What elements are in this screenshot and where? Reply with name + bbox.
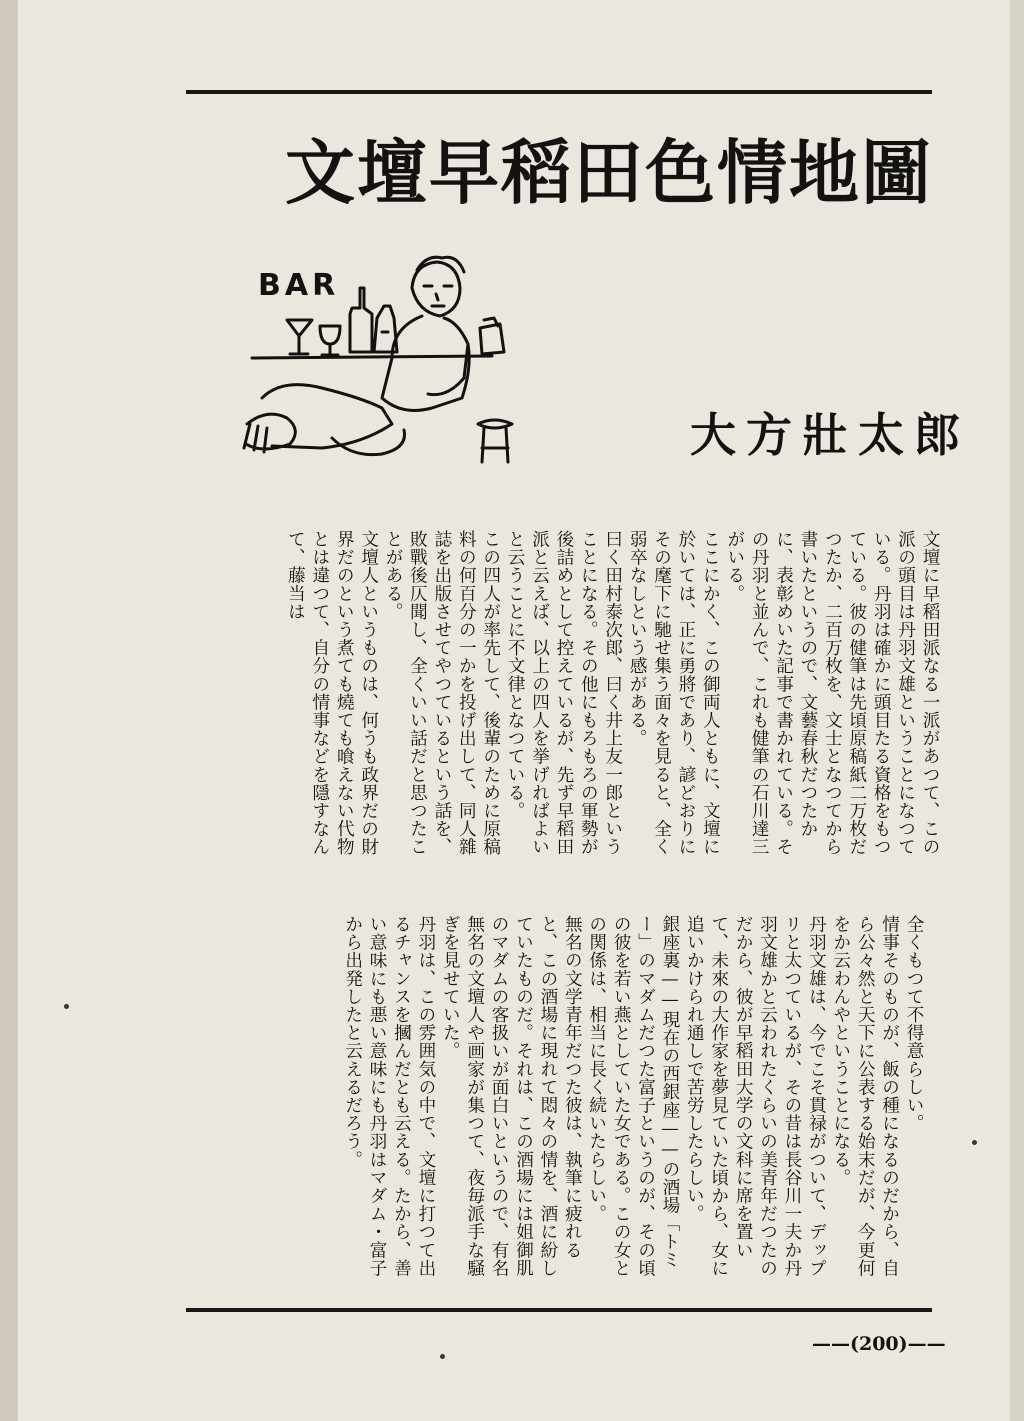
page-edge-left — [0, 0, 18, 1421]
paragraph: 無名の文学青年だつた彼は、執筆に疲れると、この酒場に現れて悶々の情を、酒に紛していたものだ。それは、この酒場には姐御肌のマダムの客扱いが面白いというので、有名無名の文壇人や画家が集つて、夜毎派手な騒ぎを見せていた。 — [440, 915, 583, 1277]
paragraph: 銀座裏——現在の西銀座——の酒場「トミー」のマダムだつた富子というのが、その頃の彼を若い燕としていた女である。この女との関係は、相当に長く続いたらしい。 — [586, 915, 680, 1277]
print-speck — [972, 1140, 977, 1145]
article-title: 文壇早稻田色情地圖 — [285, 131, 933, 214]
paragraph: 全くもつて不得意らしい。 — [904, 915, 924, 1133]
bar-sign: BAR — [258, 268, 340, 303]
author-name: 大方壯太郎 — [690, 408, 970, 462]
paragraph: この四人が率先して、後輩のために原稿料の何百分の一かを投げ出して、同人雜誌を出版させてやつているという話を、敗戰後仄聞し、全くいい話だと思つたことがある。 — [383, 530, 501, 856]
bar-illustration — [232, 248, 532, 478]
print-speck — [64, 1004, 69, 1009]
bottom-rule — [186, 1308, 932, 1312]
paragraph: 情事そのものが、飯の種になるのだから、自ら公々然と天下に公表する始末だが、今更何をか云わんやということになる。 — [830, 915, 900, 1277]
paragraph: 丹羽は、この雰囲気の中で、文壇に打つて出るチャンスを摑んだとも云える。たから、善い意味にも悪い意味にも丹羽はマダム・富子から出発したと云えるだろう。 — [342, 915, 436, 1277]
paragraph: ここにかく、この御両人ともに、文壇に於いては、正に勇將であり、諺どおりにその麾下に馳せ集う面々を見ると、全く弱卒なしという感がある。 — [627, 530, 721, 856]
article-body-upper — [285, 530, 942, 860]
article-body-lower — [186, 915, 926, 1295]
page-number: ——(200)—— — [812, 1333, 946, 1355]
print-speck — [440, 1354, 445, 1359]
paragraph: 文壇人というものは、何うも政界だの財界だのという煮ても燒ても喰えない代物とは違つて、自分の情事などを隱すなんて、藤当は — [285, 530, 379, 856]
paragraph: 丹羽文雄は、今でこそ貫禄がついて、デップリと太つているが、その昔は長谷川一夫か丹羽文雄かと云われたくらいの美青年だつたのだから、彼が早稻田大学の文科に席を置いて、未來の大作家を夢見ていた頃から、女に追いかけられ通しで苦労したらしい。 — [684, 915, 827, 1277]
page-edge-right — [1010, 0, 1024, 1421]
paragraph: 曰く田村泰次郎、曰く井上友一郎ということになる。その他にもろもろの軍勢が後詰めとして控えているが、先ず早稻田派と云えば、以上の四人を挙げればよいと云うことに不文律となつている。 — [505, 530, 623, 856]
top-rule — [186, 90, 932, 94]
paragraph: 文壇に早稻田派なる一派があつて、この派の頭目は丹羽文雄ということになつている。丹羽は確かに頭目たる資格をもつている。彼の健筆は先頃原稿紙二万枚だつたか、二百万枚を、文士となつてから書いたというので、文藝春秋だつたかに、表彰めいた記事で書かれている。その丹羽と並んで、これも健筆の石川達三がいる。 — [724, 530, 940, 856]
